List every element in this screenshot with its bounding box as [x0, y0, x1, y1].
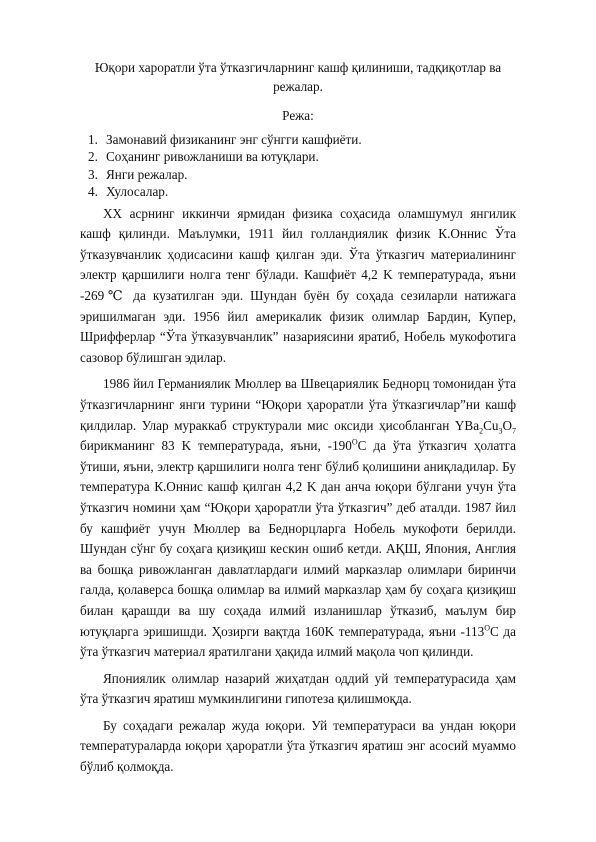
plan-heading: Режа: — [282, 108, 314, 123]
plan-item-number: 3. — [88, 166, 98, 182]
paragraph-hypothesis: Япониялик олимлар назарий жиҳатдан оддий уй температурасида ҳам ўта ўтказгич яратиш мумкинлигини гипотеза қилишмоқда. — [80, 670, 516, 707]
plan-item-text: Янги режалар. — [106, 166, 188, 182]
formula-subscript: 3 — [498, 426, 503, 436]
paragraph-text: бирикманинг 83 K температурада, яъни, -190 — [80, 438, 352, 454]
plan-item-text: Замонавий физиканинг энг сўнгги кашфиёти. — [106, 132, 362, 147]
plan-item — [80, 148, 516, 165]
degree-superscript: O — [351, 437, 358, 447]
plan-item-text: Хулосалар. — [106, 184, 169, 200]
plan-item-number: 4. — [88, 184, 98, 200]
paragraph-plans: Бу соҳадаги режалар жуда юқори. Уй температураси ва ундан юқори температураларда юқори ҳароратли ўта ўтказгич яратиш энг асосий муаммо бўлиб қолмоқда. — [80, 717, 516, 775]
paragraph-text: 1986 йил Германиялик Мюллер ва Швецариялик Беднорц томонидан ўта ўтказгичларнинг янги турини “Юқори ҳароратли ўта ўтказгичлар”ни кашф қилдилар. Улар мураккаб структурали мис оксиди ҳисобланган YBa — [80, 376, 516, 433]
plan-item — [80, 183, 516, 200]
formula-element: O — [502, 417, 512, 433]
paragraph-history: XX асрнинг иккинчи ярмидан физика соҳасида оламшумул янгилик кашф қилинди. Маълумки, 1911 йил голландиялик физик К.Оннис Ўта ўтказувчанлик ҳодисасини кашф қилган эди. Ўта ўтказгич материалининг электр қаршилиги нолга тенг бўлади. Кашфиёт 4,2 K температурада, яъни -269℃ да кузатилган эди. Шундан буён бу соҳада сезиларли натижага эришилмаган эди. 1956 йил америкалик физик олимлар Бардин, Купер, Шрифферлар “Ўта ўтказувчанлик” назариясини яратиб, Нобель мукофотига сазовор бўлишган эдилар. — [80, 205, 516, 365]
plan-list — [80, 131, 516, 201]
paragraph-text: C да ўта ўтказгич ҳолатга ўтиши, яъни, электр қаршилиги нолга тенг бўлиб қолишини аниқладилар. Бу температура К.Оннис кашф қилган 4,2 K дан анча юқори бўлгани учун ўта ўтказгич номини ҳам “Юқори ҳароратли ўта ўтказгич” деб аталди. 1987 йил бу кашфиёт учун Мюллер ва Беднорцларга Нобель мукофоти берилди. Шундан сўнг бу соҳага қизиқиш кескин ошиб кетди. АҚШ, Япония, Англия ва бошқа ривожланган давлатлардаги илмий марказлар олимлари биринчи галда, қолаверса бошқа олимлар ва илмий марказлар ҳам бу соҳага қизиқиш билан қарашди ва шу соҳада илмий изланишлар ўтказиб, маълум бир ютуқларга эришишди. Ҳозирги вақтда 160K температурада, яъни -113 — [80, 438, 516, 639]
plan-item — [80, 166, 516, 183]
paragraph-discovery — [80, 374, 516, 662]
formula-subscript: 2 — [479, 426, 484, 436]
formula-subscript: 7 — [512, 426, 516, 436]
formula-element: Cu — [483, 417, 499, 433]
plan-item — [80, 131, 516, 148]
document-title: Юқори хароратли ўта ўтказгичларнинг кашф қилиниши, тадқиқотлар ва режалар. — [94, 60, 502, 94]
paragraph-text: C да ўта ўтказгич материал яратилгани ҳақида илмий мақола чоп қилинди. — [80, 623, 516, 660]
document-page — [80, 58, 516, 784]
plan-item-text: Соҳанинг ривожланиши ва ютуқлари. — [106, 149, 319, 165]
plan-item-number: 2. — [88, 149, 98, 165]
plan-item-number: 1. — [88, 132, 98, 147]
degree-superscript: O — [484, 623, 490, 633]
